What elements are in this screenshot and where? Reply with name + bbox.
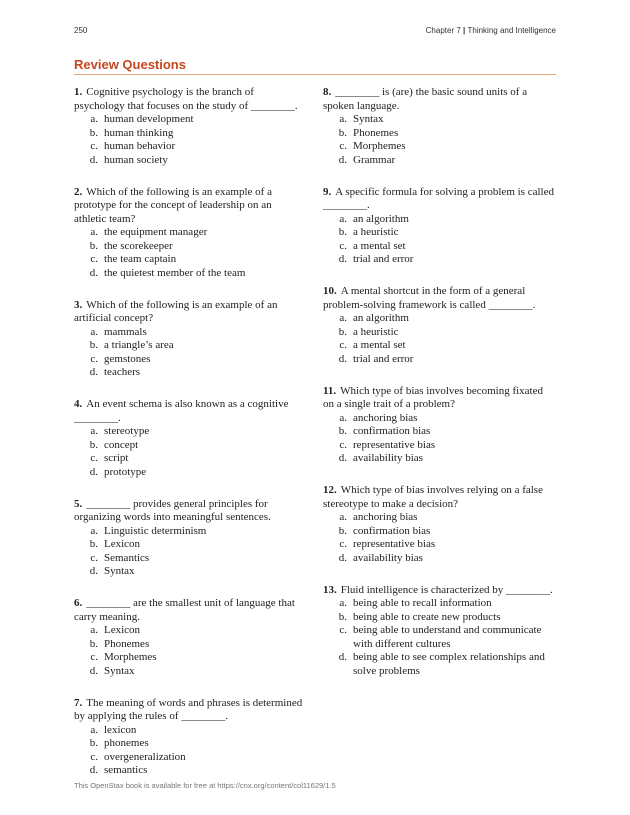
option-text: availability bias — [353, 452, 423, 464]
answer-option — [74, 525, 306, 539]
answer-options — [323, 511, 555, 565]
option-text: Morphemes — [104, 651, 157, 663]
question-number: 10. — [323, 285, 337, 297]
option-letter: c. — [90, 140, 98, 152]
question-stem — [74, 86, 306, 113]
question-stem — [74, 398, 306, 425]
option-text: Syntax — [104, 664, 135, 677]
question-number: 3. — [74, 298, 83, 311]
option-text: representative bias — [353, 438, 436, 451]
option-letter: c. — [90, 750, 98, 763]
question-number: 8. — [323, 86, 332, 98]
section-title: Review Questions — [74, 57, 556, 75]
answer-option — [74, 353, 306, 367]
answer-option — [323, 597, 555, 611]
question-text: ________ provides general principles for organizing words into meaningful sentences. — [74, 497, 271, 523]
question-item — [74, 597, 306, 678]
question-stem — [74, 597, 306, 624]
answer-option — [323, 113, 555, 127]
answer-option — [323, 511, 555, 525]
chapter-separator: | — [460, 26, 468, 35]
option-text: a heuristic — [353, 226, 399, 238]
option-letter: b. — [338, 325, 347, 338]
option-letter: a. — [90, 524, 98, 537]
option-text: trial and error — [353, 352, 414, 365]
question-item — [323, 186, 555, 267]
question-number: 2. — [74, 185, 83, 198]
question-text: ________ are the smallest unit of language that carry meaning. — [74, 597, 295, 623]
question-stem — [74, 697, 306, 724]
option-letter: b. — [89, 737, 98, 749]
answer-option — [323, 552, 555, 566]
question-stem — [323, 584, 555, 598]
answer-option — [323, 439, 555, 453]
answer-option — [74, 751, 306, 765]
answer-option — [74, 226, 306, 240]
option-text: confirmation bias — [353, 425, 431, 437]
option-text: an algorithm — [353, 212, 409, 225]
answer-option — [74, 140, 306, 154]
answer-option — [323, 127, 555, 141]
option-letter: d. — [89, 266, 98, 279]
answer-options — [323, 113, 555, 167]
question-text: Fluid intelligence is characterized by ________. — [340, 583, 553, 596]
answer-option — [323, 312, 555, 326]
option-letter: c. — [90, 551, 98, 564]
question-text: A specific formula for solving a problem is called ________. — [323, 185, 554, 211]
option-letter: c. — [339, 239, 347, 252]
answer-options — [74, 326, 306, 380]
answer-option — [323, 339, 555, 353]
answer-option — [74, 538, 306, 552]
option-text: script — [104, 452, 129, 464]
question-text: ________ is (are) the basic sound units of a spoken language. — [323, 86, 528, 112]
option-text: stereotype — [104, 425, 150, 437]
option-letter: d. — [89, 565, 98, 577]
option-letter: a. — [339, 212, 347, 225]
option-text: teachers — [104, 366, 141, 378]
option-text: phonemes — [104, 737, 149, 749]
answer-options — [74, 724, 306, 778]
answer-option — [323, 154, 555, 168]
option-text: being able to understand and communicate with different cultures — [353, 624, 542, 650]
option-letter: b. — [338, 226, 347, 238]
option-text: a heuristic — [353, 325, 399, 338]
answer-option — [74, 452, 306, 466]
option-text: the team captain — [104, 253, 177, 265]
option-text: overgeneralization — [104, 750, 186, 763]
option-letter: a. — [90, 425, 98, 437]
option-letter: b. — [89, 239, 98, 252]
option-letter: a. — [90, 226, 98, 238]
option-letter: d. — [89, 764, 98, 776]
questions-column-right — [323, 86, 555, 697]
option-text: Morphemes — [353, 140, 406, 152]
answer-options — [74, 425, 306, 479]
option-letter: a. — [339, 411, 347, 424]
option-letter: d. — [338, 651, 347, 663]
option-letter: d. — [338, 153, 347, 166]
answer-option — [74, 665, 306, 679]
option-text: being able to create new products — [353, 610, 501, 623]
option-letter: d. — [338, 253, 347, 265]
option-text: Grammar — [353, 153, 396, 166]
option-text: concept — [104, 438, 139, 451]
option-letter: a. — [90, 113, 98, 125]
option-letter: b. — [89, 126, 98, 139]
option-text: being able to recall information — [353, 597, 492, 609]
option-letter: d. — [89, 153, 98, 166]
question-stem — [74, 498, 306, 525]
answer-option — [74, 439, 306, 453]
answer-option — [74, 425, 306, 439]
question-stem — [323, 385, 555, 412]
question-item — [74, 186, 306, 281]
option-letter: d. — [89, 664, 98, 677]
answer-option — [323, 253, 555, 267]
option-text: Syntax — [104, 565, 135, 577]
question-text: Which type of bias involves becoming fixated on a single trait of a problem? — [323, 384, 543, 410]
question-item — [323, 285, 555, 366]
answer-options — [74, 226, 306, 280]
answer-option — [74, 565, 306, 579]
answer-option — [323, 353, 555, 367]
question-item — [323, 385, 555, 466]
option-text: representative bias — [353, 538, 436, 550]
option-text: Syntax — [353, 113, 384, 125]
questions-column-left — [74, 86, 306, 796]
answer-option — [74, 240, 306, 254]
answer-options — [74, 113, 306, 167]
option-letter: a. — [90, 624, 98, 636]
question-number: 13. — [323, 583, 337, 596]
answer-option — [74, 127, 306, 141]
question-item — [74, 697, 306, 778]
option-letter: c. — [339, 624, 347, 636]
option-text: Lexicon — [104, 624, 141, 636]
option-text: gemstones — [104, 352, 151, 365]
question-number: 1. — [74, 86, 83, 98]
chapter-title: Thinking and Intelligence — [467, 26, 556, 35]
question-stem — [323, 186, 555, 213]
answer-options — [323, 213, 555, 267]
answer-option — [74, 466, 306, 480]
option-letter: b. — [338, 425, 347, 437]
answer-option — [323, 525, 555, 539]
option-letter: b. — [89, 438, 98, 451]
option-letter: c. — [339, 438, 347, 451]
answer-option — [323, 624, 555, 651]
option-letter: c. — [90, 352, 98, 365]
answer-option — [323, 226, 555, 240]
question-stem — [323, 86, 555, 113]
option-text: a mental set — [353, 239, 406, 252]
option-text: the quietest member of the team — [104, 266, 246, 279]
answer-option — [323, 425, 555, 439]
answer-option — [323, 538, 555, 552]
option-letter: a. — [90, 723, 98, 736]
answer-options — [74, 525, 306, 579]
option-text: prototype — [104, 465, 147, 478]
question-stem — [323, 285, 555, 312]
answer-option — [323, 452, 555, 466]
answer-option — [323, 213, 555, 227]
question-number: 11. — [323, 384, 337, 397]
option-letter: a. — [339, 511, 347, 523]
question-item — [323, 484, 555, 565]
option-text: Lexicon — [104, 538, 141, 550]
question-text: Which type of bias involves relying on a false stereotype to make a decision? — [323, 484, 543, 510]
answer-option — [323, 240, 555, 254]
answer-options — [323, 312, 555, 366]
option-text: Phonemes — [104, 637, 150, 650]
option-text: human development — [104, 113, 194, 125]
option-text: anchoring bias — [353, 411, 418, 424]
question-stem — [323, 484, 555, 511]
answer-option — [74, 267, 306, 281]
answer-option — [74, 737, 306, 751]
option-letter: d. — [338, 551, 347, 564]
option-text: human society — [104, 153, 168, 166]
answer-options — [323, 597, 555, 678]
answer-option — [74, 326, 306, 340]
question-text: The meaning of words and phrases is determined by applying the rules of ________. — [74, 696, 303, 722]
answer-option — [74, 764, 306, 778]
answer-option — [74, 624, 306, 638]
question-text: Cognitive psychology is the branch of psychology that focuses on the study of ________. — [74, 86, 298, 112]
option-letter: b. — [338, 610, 347, 623]
option-text: trial and error — [353, 253, 414, 265]
option-letter: c. — [339, 339, 347, 351]
question-text: Which of the following is an example of an artificial concept? — [74, 298, 278, 324]
option-text: human behavior — [104, 140, 176, 152]
option-text: mammals — [104, 325, 147, 338]
question-text: Which of the following is an example of a prototype for the concept of leadership on an athletic team? — [74, 185, 272, 225]
question-number: 4. — [74, 398, 83, 410]
option-letter: b. — [89, 339, 98, 351]
answer-options — [74, 624, 306, 678]
option-text: a triangle’s area — [104, 339, 174, 351]
option-text: the scorekeeper — [104, 239, 173, 252]
answer-option — [74, 339, 306, 353]
answer-option — [74, 366, 306, 380]
option-letter: c. — [90, 651, 98, 663]
chapter-label: Chapter 7 — [425, 26, 461, 35]
option-text: the equipment manager — [104, 226, 208, 238]
answer-option — [74, 552, 306, 566]
question-item — [323, 86, 555, 167]
question-number: 6. — [74, 597, 83, 609]
option-text: Linguistic determinism — [104, 524, 207, 537]
option-letter: a. — [90, 325, 98, 338]
option-text: availability bias — [353, 551, 423, 564]
option-letter: c. — [90, 452, 98, 464]
option-text: Semantics — [104, 551, 150, 564]
footer-note: This OpenStax book is available for free at https://cnx.org/content/col11629/1.5 — [74, 781, 336, 790]
question-text: A mental shortcut in the form of a general problem-solving framework is called ________. — [323, 285, 536, 311]
option-letter: d. — [89, 366, 98, 378]
option-text: confirmation bias — [353, 524, 431, 537]
question-item — [74, 86, 306, 167]
option-text: Phonemes — [353, 126, 399, 139]
option-letter: a. — [339, 597, 347, 609]
option-letter: c. — [339, 538, 347, 550]
option-letter: d. — [338, 352, 347, 365]
option-text: human thinking — [104, 126, 174, 139]
option-letter: c. — [90, 253, 98, 265]
option-text: an algorithm — [353, 312, 409, 324]
option-letter: a. — [339, 113, 347, 125]
question-item — [74, 299, 306, 380]
answer-options — [323, 412, 555, 466]
answer-option — [323, 326, 555, 340]
answer-option — [74, 113, 306, 127]
question-number: 9. — [323, 185, 332, 198]
question-stem — [74, 299, 306, 326]
answer-option — [74, 253, 306, 267]
answer-option — [74, 154, 306, 168]
answer-option — [323, 140, 555, 154]
question-item — [74, 498, 306, 579]
option-letter: d. — [89, 465, 98, 478]
option-letter: b. — [338, 126, 347, 139]
option-text: anchoring bias — [353, 511, 418, 523]
page-number: 250 — [74, 26, 88, 35]
question-number: 7. — [74, 696, 83, 709]
option-letter: a. — [339, 312, 347, 324]
option-letter: d. — [338, 452, 347, 464]
answer-option — [323, 611, 555, 625]
question-item — [323, 584, 555, 679]
question-stem — [74, 186, 306, 227]
option-letter: c. — [339, 140, 347, 152]
option-text: semantics — [104, 764, 148, 776]
option-letter: b. — [338, 524, 347, 537]
answer-option — [74, 651, 306, 665]
question-item — [74, 398, 306, 479]
question-text: An event schema is also known as a cognitive ________. — [74, 398, 289, 424]
option-text: lexicon — [104, 723, 137, 736]
answer-option — [74, 638, 306, 652]
option-text: a mental set — [353, 339, 406, 351]
option-letter: b. — [89, 637, 98, 650]
option-letter: b. — [89, 538, 98, 550]
answer-option — [323, 651, 555, 678]
chapter-header — [426, 26, 556, 35]
question-number: 5. — [74, 497, 83, 510]
question-number: 12. — [323, 484, 337, 496]
answer-option — [74, 724, 306, 738]
answer-option — [323, 412, 555, 426]
option-text: being able to see complex relationships and solve problems — [353, 651, 545, 677]
